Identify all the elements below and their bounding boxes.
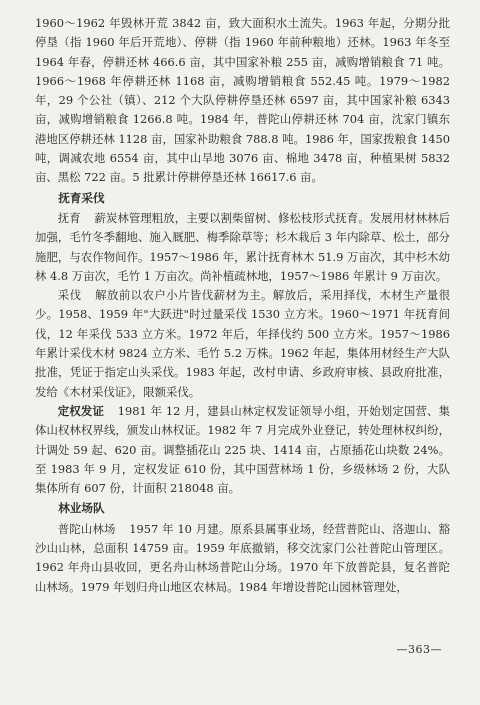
text-rights-certification: 1981 年 12 月，建县山林定权发证领导小组，开始划定国营、集体山权林权界线，颁发山林权证。1982 年 7 月完成外业登记，转处理林权纠纷，计调处 59 起、620 亩。调整插花山 225 块、1414 亩，占原插花山块数 24%。至 1983 年 9 月，定权发证 610 份，其中国营林场 1 份，乡级林场 2 份，大队集体所有 607 份，计面积 218048 亩。 — [35, 403, 450, 496]
section-heading-forestry-farms: 林业场队 — [58, 501, 105, 516]
paragraph-logging — [35, 286, 450, 402]
term-putuoshan-farm: 普陀山林场 — [57, 521, 116, 536]
paragraph-return-farmland: 1960～1962 年毁林开荒 3842 亩，致大面积水土流失。1963 年起，分期分批停垦（指 1960 年后开荒地）、停耕（指 1960 年前种粮地）还林。1963 年冬至 1964 年春，停耕还林 466.6 亩，其中国家补粮 255 亩，减购增销粮食 71 吨。1966～1968 年停耕还林 1168 亩，减购增销粮食 552.45 吨。1979～1982 年，29 个公社（镇）、212 个大队停耕停垦还林 6597 亩，其中国家补粮 6343 亩，减购增销粮食 1266.8 吨。1984 年，普陀山停耕还林 704 亩，沈家门镇东港地区停耕还林 1128 亩，国家补助粮食 788.8 吨。1986 年，国家拨粮食 1450 吨，调减农地 6554 亩，其中山旱地 3076 亩、棉地 3478 亩，种植果树 5832 亩、黑松 722 亩。5 批累计停耕停垦还林 16617.6 亩。 — [35, 16, 450, 185]
term-rights-certification: 定权发证 — [57, 403, 105, 418]
term-tending: 抚育 — [57, 210, 81, 225]
text-tending: 薪炭林管理粗放，主要以割柴留树、修松枝形式抚育。发展用材林林后加强，毛竹冬季翻地、施入厩肥、梅季除草等；杉木栽后 3 年内除草、松土，部分施肥，与农作物间作。1957～1986 年，累计抚育林木 51.9 万亩次，其中杉木幼林 4.8 万亩次，毛竹 1 万亩次。尚补植疏林地，1957～1986 年累计 9 万亩次。 — [35, 210, 450, 283]
text-putuoshan-farm: 1957 年 10 月建。原系县属事业场，经营普陀山、洛迦山、豁沙山山林，总面积 14759 亩。1959 年底撤销，移交沈家门公社普陀山管理区。1962 年舟山县收回，更名舟山林场普陀山分场。1970 年下放普陀县，复名普陀山林场。1979 年划归舟山地区农林局。1984 年增设普陀山园林管理处， — [35, 521, 450, 594]
paragraph-rights-certification — [35, 402, 450, 498]
paragraph-putuoshan-farm — [35, 520, 450, 597]
paragraph-tending — [35, 209, 450, 286]
text-logging: 解放前以农户小片皆伐薪材为主。解放后，采用择伐，木材生产量很少。1958、1959 年"大跃进"时过量采伐 1530 立方米。1960～1971 年抚育间伐，12 年采伐 533 立方米。1972 年后，年择伐约 500 立方米。1957～1986 年累计采伐木材 9824 立方米、毛竹 5.2 万株。1962 年起，集体用材经生产大队批准，凭证于指定山头采伐。1983 年起，改村申请、乡政府审核、县政府批准，发给《木材采伐证》，限额采伐。 — [35, 288, 450, 399]
page-number: —363— — [396, 643, 442, 656]
section-heading-tending-logging: 抚育采伐 — [58, 190, 105, 205]
term-logging: 采伐 — [57, 288, 82, 303]
